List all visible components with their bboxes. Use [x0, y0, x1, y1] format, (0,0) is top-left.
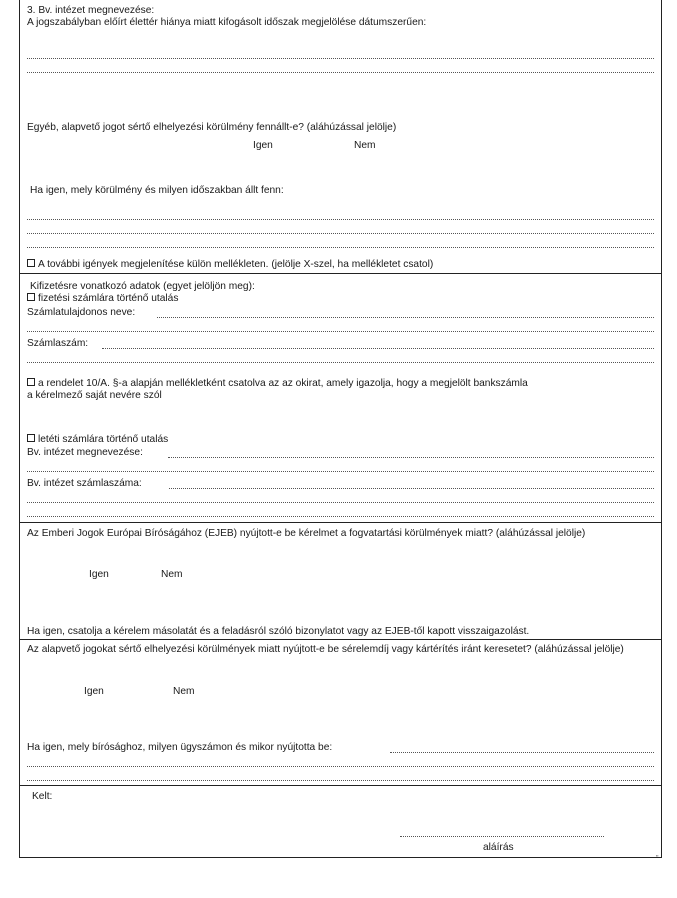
court-line-2[interactable] [27, 766, 654, 767]
court-line-3[interactable] [27, 780, 654, 781]
deposit-option-text: letéti számlára történő utalás [38, 434, 169, 445]
decree-option-line-1 [27, 378, 528, 390]
divider-4 [20, 785, 661, 786]
deposit-option [27, 434, 168, 446]
echr-yes-option[interactable]: Igen [89, 569, 109, 580]
attachment-checkbox[interactable] [27, 259, 35, 267]
deposit-checkbox[interactable] [27, 434, 35, 442]
echr-question: Az Emberi Jogok Európai Bíróságához (EJEB) nyújtott-e be kérelmet a fogvatartási körülmények miatt? (aláhúzással jelölje) [27, 528, 586, 539]
other-yes-option[interactable]: Igen [253, 140, 273, 151]
period-prompt: A jogszabályban előírt élettér hiánya miatt kifogásolt időszak megjelölése dátumszerűen: [27, 17, 427, 28]
account-number-line-2[interactable] [27, 362, 654, 363]
institution-account-label: Bv. intézet számlaszáma: [27, 478, 142, 489]
period-line-2[interactable] [27, 72, 654, 73]
divider-3 [20, 639, 661, 640]
condition-line-1[interactable] [27, 219, 654, 220]
echr-no-option[interactable]: Nem [161, 569, 183, 580]
condition-line-2[interactable] [27, 233, 654, 234]
attachment-note [27, 259, 433, 271]
institution-name-field[interactable] [168, 457, 654, 458]
if-yes-prompt: Ha igen, mely körülmény és milyen időszakban állt fenn: [30, 185, 284, 196]
divider-1 [20, 273, 661, 274]
decree-checkbox[interactable] [27, 378, 35, 386]
institution-account-line-2[interactable] [27, 502, 654, 503]
court-prompt: Ha igen, mely bírósághoz, milyen ügyszámon és mikor nyújtotta be: [27, 742, 333, 753]
institution-name-line-2[interactable] [27, 471, 654, 472]
attachment-note-text: A további igények megjelenítése külön mellékleten. (jelölje X-szel, ha mellékletet csatol) [38, 259, 434, 270]
corner-mark: " [656, 855, 659, 862]
other-condition-question: Egyéb, alapvető jogot sértő elhelyezési körülmény fennállt-e? (aláhúzással jelölje) [27, 122, 397, 133]
payment-title: Kifizetésre vonatkozó adatok (egyet jelöljön meg): [30, 281, 255, 292]
institution-name-label: Bv. intézet megnevezése: [27, 447, 143, 458]
payment-account-option [27, 293, 178, 305]
holder-name-line-2[interactable] [27, 331, 654, 332]
holder-label: Számlatulajdonos neve: [27, 307, 136, 318]
compensation-no-option[interactable]: Nem [173, 686, 195, 697]
decree-option-line-2: a kérelmező saját nevére szól [27, 390, 162, 401]
institution-account-line-3[interactable] [27, 516, 654, 517]
other-no-option[interactable]: Nem [354, 140, 376, 151]
compensation-question: Az alapvető jogokat sértő elhelyezési körülmények miatt nyújtott-e be sérelemdíj vagy kártérítés iránt keresetet? (aláhúzással jelölje) [27, 644, 624, 655]
condition-line-3[interactable] [27, 247, 654, 248]
court-field[interactable] [390, 752, 654, 753]
decree-option-text: a rendelet 10/A. §-a alapján mellékletként csatolva az az okirat, amely igazolja, hogy a megjelölt bankszámla [38, 378, 528, 389]
account-transfer-label: fizetési számlára történő utalás [38, 293, 179, 304]
divider-2 [20, 522, 661, 523]
account-number-field[interactable] [102, 348, 654, 349]
date-label: Kelt: [32, 791, 53, 802]
period-line-1[interactable] [27, 58, 654, 59]
account-number-label: Számlaszám: [27, 338, 89, 349]
signature-label: aláírás [483, 842, 514, 853]
signature-line[interactable] [400, 836, 604, 837]
institution-account-field[interactable] [169, 488, 654, 489]
compensation-yes-option[interactable]: Igen [84, 686, 104, 697]
account-transfer-checkbox[interactable] [27, 293, 35, 301]
holder-name-field[interactable] [157, 317, 654, 318]
institution-title: 3. Bv. intézet megnevezése: [27, 5, 155, 16]
echr-note: Ha igen, csatolja a kérelem másolatát és a feladásról szóló bizonylatot vagy az EJEB-től kapott visszaigazolást. [27, 626, 530, 637]
application-form [19, 0, 662, 858]
